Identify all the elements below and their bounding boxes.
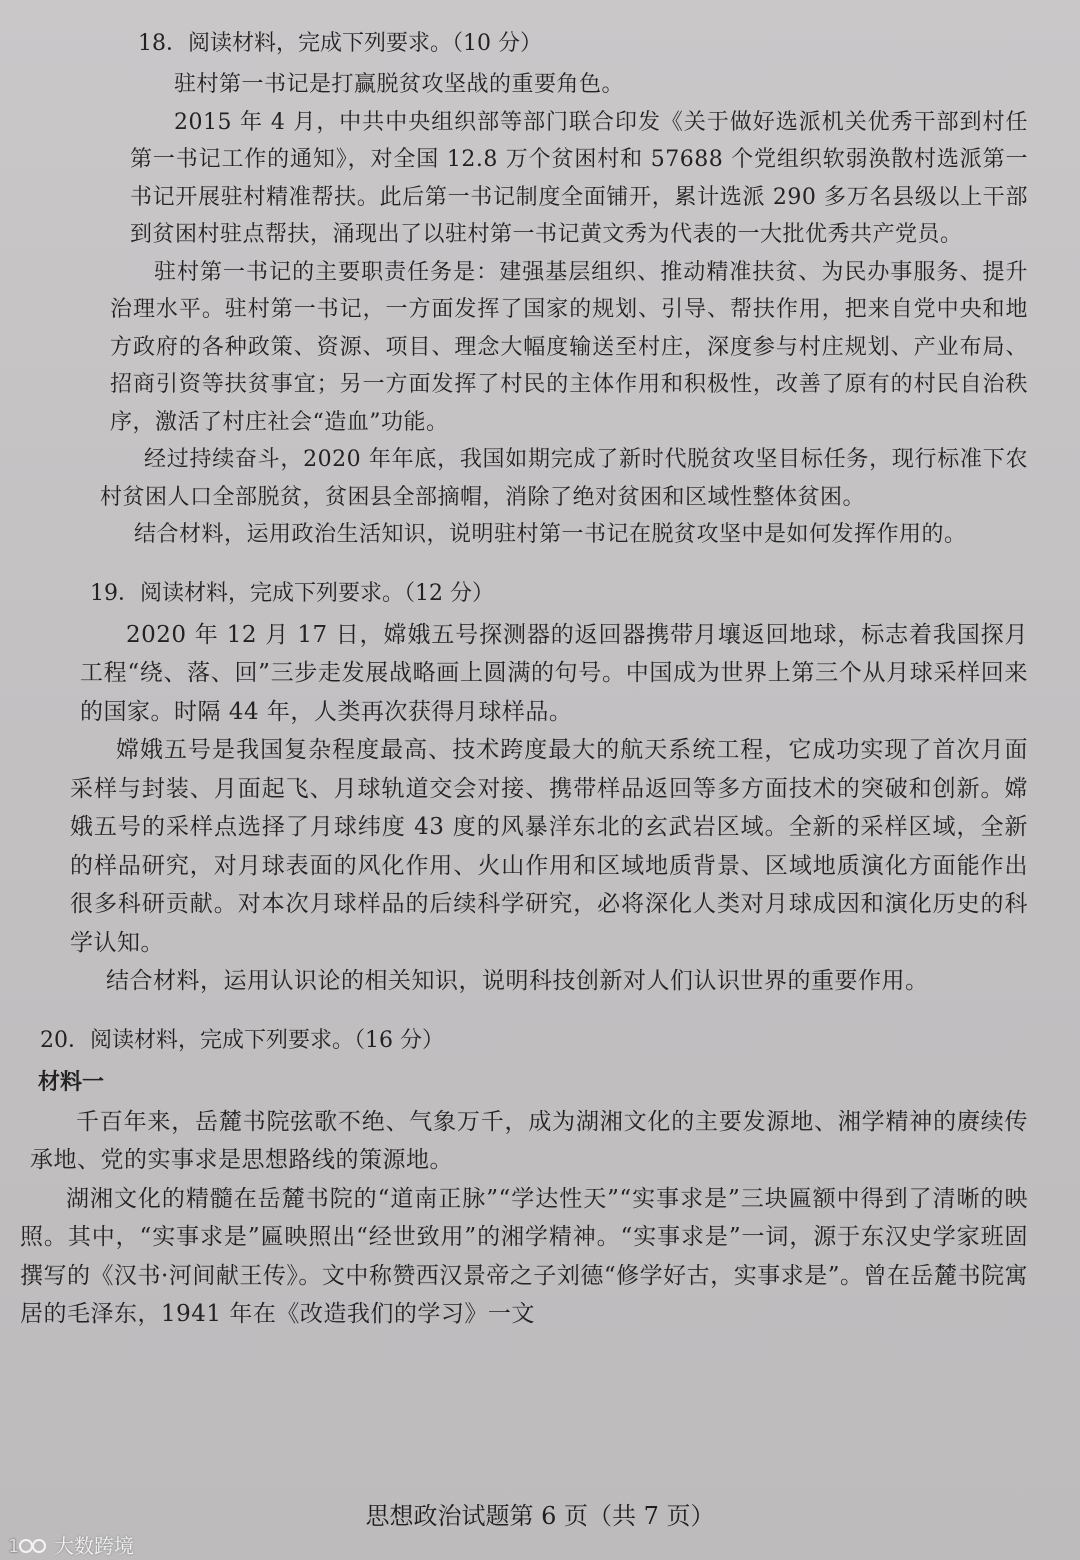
q18-paragraph-1: 驻村第一书记是打赢脱贫攻坚战的重要角色。 bbox=[174, 72, 625, 97]
question-20 bbox=[20, 1019, 1028, 1334]
svg-text:1: 1 bbox=[8, 1535, 20, 1557]
question-18 bbox=[60, 22, 1028, 554]
page-footer: 思想政治试题第 6 页（共 7 页） bbox=[365, 1502, 715, 1530]
q18-paragraph-3: 驻村第一书记的主要职责任务是：建强基层组织、推动精准扶贫、为民办事服务、提升治理水平。驻村第一书记，一方面发挥了国家的规划、引导、帮扶作用，把来自党中央和地方政府的各种政策、资源、项目、理念大幅度输送至村庄，深度参与村庄规划、产业布局、招商引资等扶贫事宜；另一方面发挥了村民的主体作用和积极性，改善了原有的村民自治秩序，激活了村庄社会“造血”功能。 bbox=[110, 259, 1028, 435]
q18-paragraph-2: 2015 年 4 月，中共中央组织部等部门联合印发《关于做好选派机关优秀干部到村任第一书记工作的通知》，对全国 12.8 万个贫困村和 57688 个党组织软弱涣散村选派第一书记开展驻村精准帮扶。此后第一书记制度全面铺开，累计选派 290 多万名县级以上干部到贫困村驻点帮扶，涌现出了以驻村第一书记黄文秀为代表的一大批优秀共产党员。 bbox=[130, 109, 1028, 247]
material-1-label: 材料一 bbox=[38, 1069, 105, 1095]
question-19-heading: 19．阅读材料，完成下列要求。（12 分） bbox=[90, 580, 494, 606]
q18-question-prompt: 结合材料，运用政治生活知识，说明驻村第一书记在脱贫攻坚中是如何发挥作用的。 bbox=[134, 522, 967, 547]
brand-logo-icon bbox=[8, 1533, 48, 1557]
spacer bbox=[60, 554, 1028, 572]
q19-paragraph-1: 2020 年 12 月 17 日，嫦娥五号探测器的返回器携带月壤返回地球，标志着我国探月工程“绕、落、回”三步走发展战略画上圆满的句号。中国成为世界上第三个从月球采样回来的国家。时隔 44 年，人类再次获得月球样品。 bbox=[80, 621, 1028, 725]
watermark bbox=[8, 1530, 134, 1559]
watermark-text: 大数跨境 bbox=[54, 1534, 134, 1558]
q20-paragraph-2: 湖湘文化的精髓在岳麓书院的“道南正脉”“学达性天”“实事求是”三块匾额中得到了清晰的映照。其中，“实事求是”匾映照出“经世致用”的湘学精神。“实事求是”一词，源于东汉史学家班固撰写的《汉书·河间献王传》。文中称赞西汉景帝之子刘德“修学好古，实事求是”。曾在岳麓书院寓居的毛泽东，1941 年在《改造我们的学习》一文 bbox=[20, 1185, 1028, 1327]
q19-question-prompt: 结合材料，运用认识论的相关知识，说明科技创新对人们认识世界的重要作用。 bbox=[106, 968, 929, 994]
question-20-heading: 20．阅读材料，完成下列要求。（16 分） bbox=[40, 1027, 444, 1053]
question-19 bbox=[60, 572, 1028, 1001]
page-content bbox=[20, 22, 1028, 1334]
q20-paragraph-1: 千百年来，岳麓书院弦歌不绝、气象万千，成为湖湘文化的主要发源地、湘学精神的赓续传承地、党的实事求是思想路线的策源地。 bbox=[30, 1108, 1028, 1173]
q19-paragraph-2: 嫦娥五号是我国复杂程度最高、技术跨度最大的航天系统工程，它成功实现了首次月面采样与封装、月面起飞、月球轨道交会对接、携带样品返回等多方面技术的突破和创新。嫦娥五号的采样点选择了月球纬度 43 度的风暴洋东北的玄武岩区域。全新的采样区域，全新的样品研究，对月球表面的风化作用、火山作用和区域地质背景、区域地质演化方面能作出很多科研贡献。对本次月球样品的后续科学研究，必将深化人类对月球成因和演化历史的科学认知。 bbox=[70, 737, 1028, 956]
question-18-heading: 18．阅读材料，完成下列要求。（10 分） bbox=[138, 31, 542, 56]
q18-paragraph-4: 经过持续奋斗，2020 年年底，我国如期完成了新时代脱贫攻坚目标任务，现行标准下农村贫困人口全部脱贫，贫困县全部摘帽，消除了绝对贫困和区域性整体贫困。 bbox=[100, 447, 1028, 510]
spacer bbox=[60, 1001, 1028, 1019]
